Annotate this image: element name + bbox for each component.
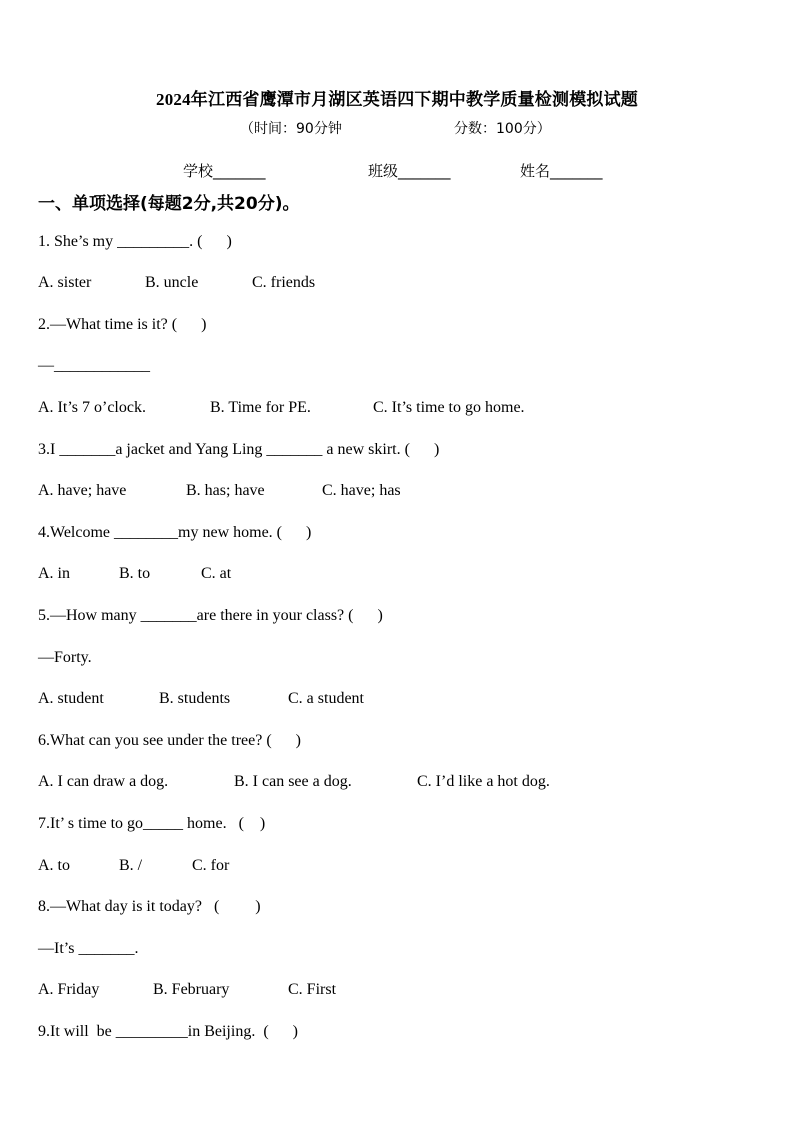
option-a: A. I can draw a dog. (38, 773, 169, 790)
question-stem: 4.Welcome ________my new home. ( ) (38, 524, 312, 541)
option-c: C. for (192, 857, 230, 874)
option-b: B. to (119, 565, 151, 582)
question-stem: 5.—How many _______are there in your class? ( ) (38, 607, 383, 624)
exam-meta (240, 118, 551, 138)
option-a: A. It’s 7 o’clock. (38, 399, 146, 416)
exam-title: 2024年江西省鹰潭市月湖区英语四下期中教学质量检测模拟试题 (156, 90, 638, 109)
option-b: B. students (159, 690, 231, 707)
option-c: C. I’d like a hot dog. (417, 773, 550, 790)
exam-score: 分数：100分） (454, 121, 551, 137)
question-stem: 6.What can you see under the tree? ( ) (38, 732, 301, 749)
option-c: C. It’s time to go home. (373, 399, 525, 416)
option-b: B. has; have (186, 482, 265, 499)
question-stem: 9.It will be _________in Beijing. ( ) (38, 1023, 298, 1040)
school-field: 学校_______ (183, 162, 266, 180)
exam-time: （时间：90分钟 (240, 121, 342, 137)
question-stem: 7.It’ s time to go_____ home. ( ) (38, 815, 266, 832)
question-stem: 3.I _______a jacket and Yang Ling _______ a new skirt. ( ) (38, 441, 440, 458)
section-title: 一、单项选择(每题2分,共20分)。 (38, 194, 300, 214)
option-a: A. student (38, 690, 104, 707)
answer-line: —Forty. (38, 649, 92, 666)
option-c: C. at (201, 565, 232, 582)
option-c: C. First (288, 981, 337, 998)
option-b: B. / (119, 857, 143, 874)
option-b: B. February (153, 981, 230, 998)
question-stem: 1. She’s my _________. ( ) (38, 233, 232, 250)
question-stem: 2.—What time is it? ( ) (38, 316, 207, 333)
option-a: A. sister (38, 274, 92, 291)
option-c: C. friends (252, 274, 316, 291)
option-a: A. Friday (38, 981, 100, 998)
answer-line: —____________ (38, 357, 150, 374)
answer-line: —It’s _______. (38, 940, 139, 957)
option-a: A. have; have (38, 482, 127, 499)
name-field: 姓名_______ (520, 162, 603, 180)
option-c: C. have; has (322, 482, 401, 499)
class-field: 班级_______ (368, 162, 451, 180)
question-stem: 8.—What day is it today? ( ) (38, 898, 261, 915)
option-c: C. a student (288, 690, 364, 707)
option-b: B. Time for PE. (210, 399, 311, 416)
option-a: A. in (38, 565, 70, 582)
option-a: A. to (38, 857, 70, 874)
option-b: B. uncle (145, 274, 199, 291)
option-b: B. I can see a dog. (234, 773, 352, 790)
